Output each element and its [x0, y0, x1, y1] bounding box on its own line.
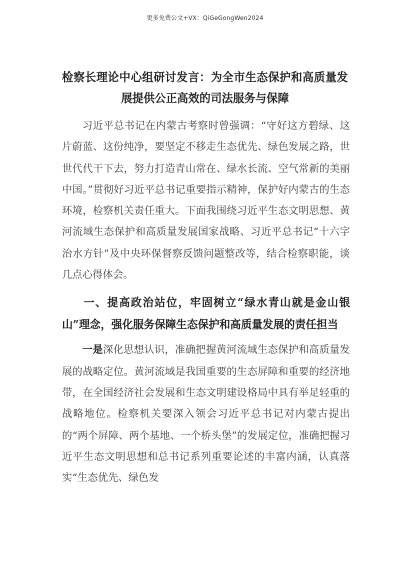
section-1-heading: 一、提高政治站位，牢固树立“绿水青山就是金山银山”理念，强化服务保障生态保护和高质量发展的责任担当 — [62, 296, 350, 332]
document-title: 检察长理论中心组研讨发言：为全市生态保护和高质量发展提供公正高效的司法服务与保障 — [62, 70, 348, 105]
section-1-lead: 一是 — [82, 344, 103, 357]
section-1-text: 深化思想认识，准确把握黄河流域生态保护和高质量发展的战略定位。黄河流域是我国重要的生态屏障和重要的经济地带，在全国经济社会发展和生态文明建设格局中具有举足轻重的战略地位。检察机关要深入领会习近平总书记对内蒙古提出的“两个屏障、两个基地、一个桥头堡”的发展定位，准确把握习近平生态文明思想和总书记系列重要论述的丰富内涵，认真落实“生态优先、绿色发 — [62, 345, 350, 485]
page-header: 更多免费公文+VX：QiGeGongWen2024 — [146, 15, 264, 22]
intro-paragraph: 习近平总书记在内蒙古考察时曾强调：“守好这方碧绿、这片蔚蓝、这份纯净，要坚定不移走生态优先、绿色发展之路，世世代代干下去，努力打造青山常在、绿水长流、空气常新的美丽中国。”贯彻好习近平总书记重要指示精神，保护好内蒙古的生态环境，检察机关责任重大。下面我围绕习近平生态文明思想、黄河流域生态保护和高质量发展国家战略、习近平总书记“十六字治水方针”及中央环保督察反馈问题整改等，结合检察职能，谈几点心得体会。 — [62, 121, 350, 282]
document-body — [62, 116, 350, 489]
section-1-paragraph — [62, 340, 350, 489]
